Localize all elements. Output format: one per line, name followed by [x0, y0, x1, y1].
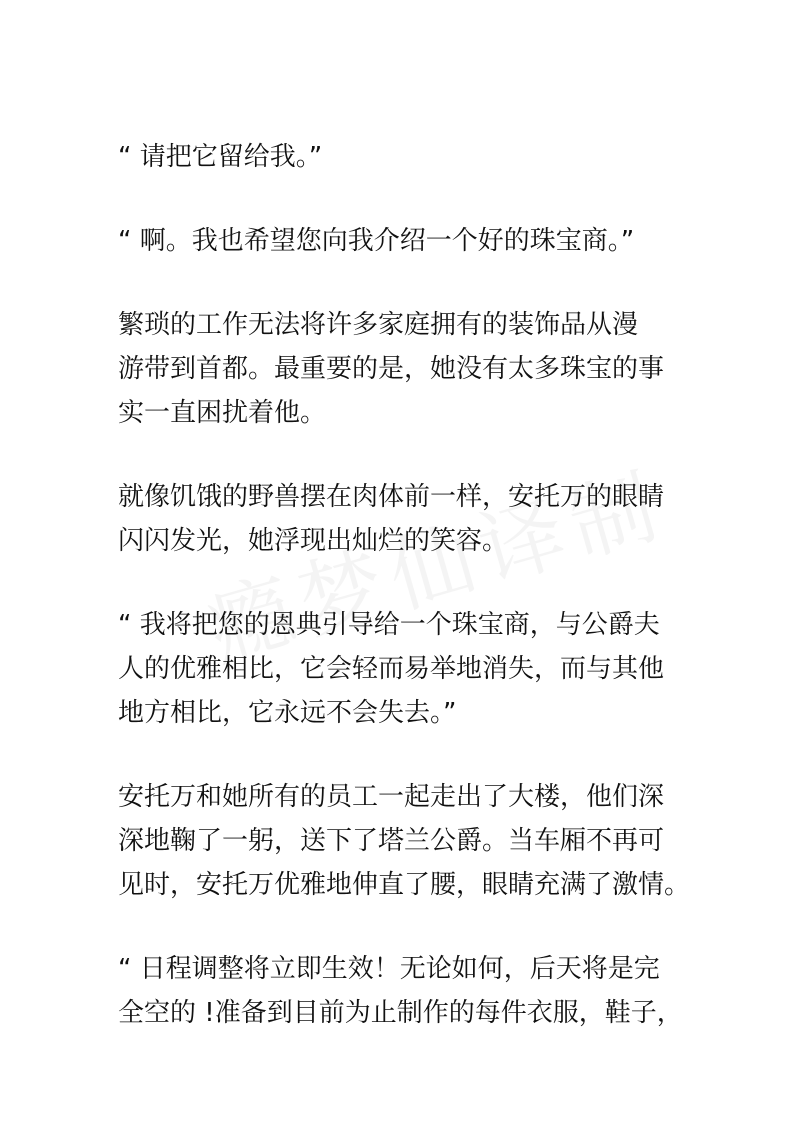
paragraph-2	[118, 219, 688, 263]
paragraph-1	[118, 135, 688, 179]
document-body	[118, 135, 691, 1075]
text-line: 闪闪发光，她浮现出灿烂的笑容。	[118, 526, 509, 556]
paragraph-4	[118, 475, 688, 563]
paragraph-3	[118, 303, 688, 435]
text-line: 游带到首都。最重要的是，她没有太多珠宝的事	[118, 354, 665, 384]
text-line: 人的优雅相比，它会轻而易举地消失，而与其他	[118, 654, 665, 684]
text-line: 繁琐的工作无法将许多家庭拥有的装饰品从漫	[118, 310, 639, 340]
text-line: 全空的 !准备到目前为止制作的每件衣服，鞋子，	[118, 998, 683, 1028]
text-line: 深地鞠了一躬，送下了塔兰公爵。当车厢不再可	[118, 826, 665, 856]
text-line: 就像饥饿的野兽摆在肉体前一样，安托万的眼睛	[118, 482, 665, 512]
text-line: 见时，安托万优雅地伸直了腰，眼睛充满了激情。	[118, 870, 691, 900]
text-line: 实一直困扰着他。	[118, 398, 327, 428]
text-line: “ 啊。我也希望您向我介绍一个好的珠宝商。”	[118, 226, 635, 256]
paragraph-5	[118, 603, 688, 735]
paragraph-7	[118, 947, 688, 1035]
text-line: “ 日程调整将立即生效！无论如何，后天将是完	[118, 954, 660, 984]
text-line: “ 我将把您的恩典引导给一个珠宝商，与公爵夫	[118, 610, 660, 640]
text-line: 地方相比，它永远不会失去。”	[118, 698, 457, 728]
text-line: “ 请把它留给我。”	[118, 142, 323, 172]
paragraph-6	[118, 775, 691, 907]
text-line: 安托万和她所有的员工一起走出了大楼，他们深	[118, 782, 665, 812]
